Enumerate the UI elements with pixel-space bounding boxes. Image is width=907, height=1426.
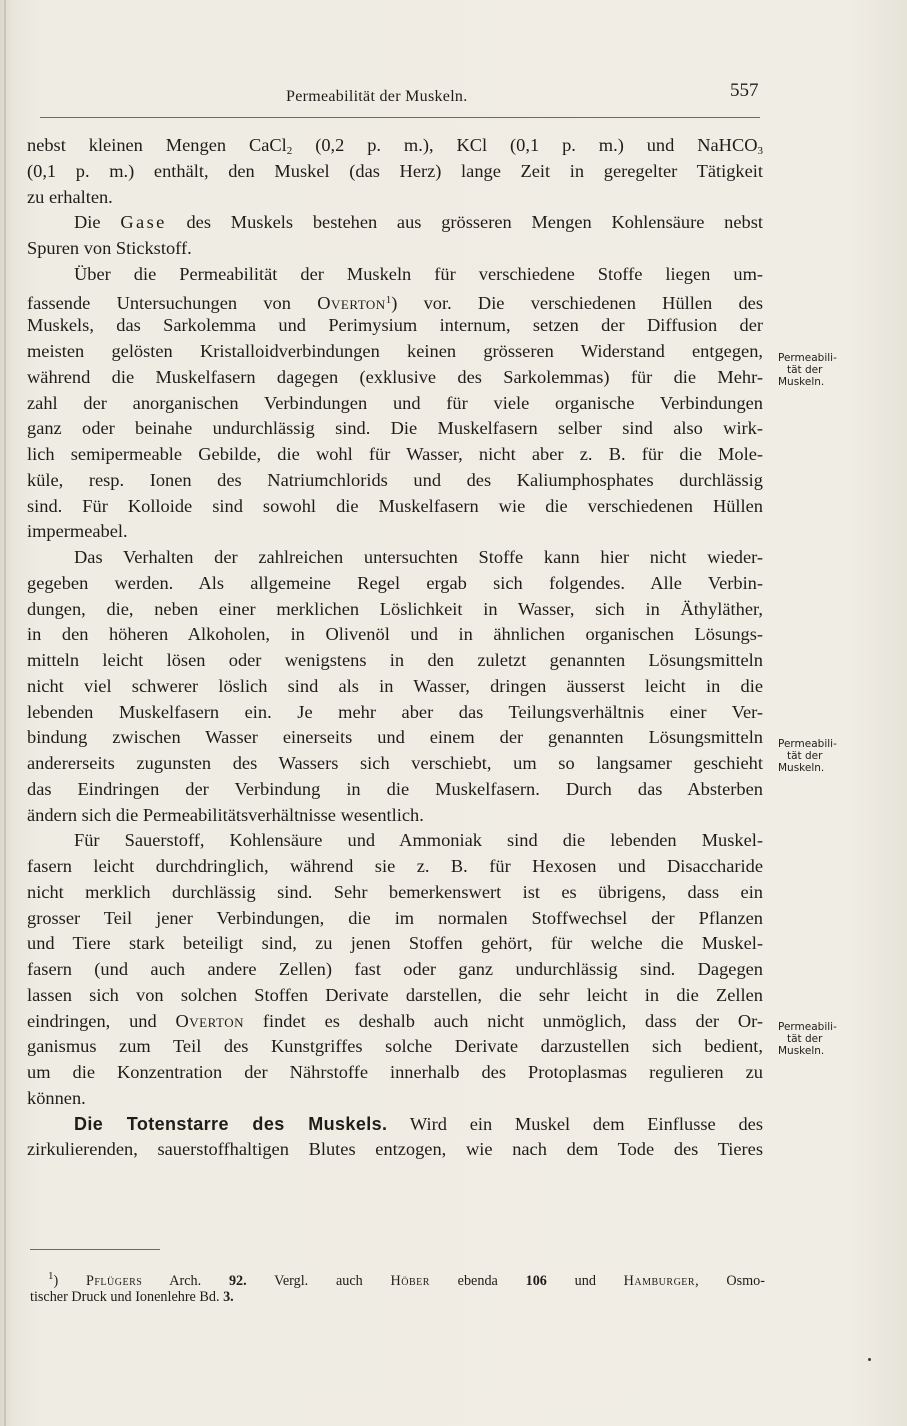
page-number: 557 [730,80,759,101]
text-line: sind. Für Kolloide sind sowohl die Muskelfasern wie die verschiedenen Hüllen [27,495,763,516]
margin-note: Permeabili- tät der Muskeln. [778,738,837,774]
text-line: zu erhalten. [27,186,113,207]
text-line: andererseits zugunsten des Wassers sich verschiebt, um so langsamer geschieht [27,753,763,773]
text-line: während die Muskelfasern dagegen (exklusive des Sarkolemmas) für die Mehr- [27,366,763,387]
text-line: zirkulierenden, sauerstoffhaltigen Blutes entzogen, wie nach dem Tode des Tieres [27,1139,763,1160]
text-line: küle, resp. Ionen des Natriumchlorids und des Kaliumphosphates durchlässig [27,469,763,490]
text-line: lebenden Muskelfasern ein. Je mehr aber das Teilungsverhältnis einer Ver- [27,701,763,722]
text-line: fasern leicht durchdringlich, während sie z. B. für Hexosen und Disaccharide [27,856,763,876]
emphasized-term: Gase [120,212,167,233]
text-line: Für Sauerstoff, Kohlensäure und Ammoniak sind die lebenden Muskel- [74,830,763,851]
text-line: ändern sich die Permeabilitätsverhältnisse wesentlich. [27,804,424,825]
text-line: grosser Teil jener Verbindungen, die im normalen Stoffwechsel der Pflanzen [27,907,763,928]
footnote-marker: 1 [385,293,392,306]
body-text [27,133,763,1163]
ink-speck [868,1358,871,1361]
footnote-rule [30,1249,160,1250]
text-line: nebst kleinen Mengen CaCl$_2$ (0,2 p. m.), KCl (0,1 p. m.) und NaHCO$_3$ [27,135,764,157]
footnote-line: $^1$) Pflügers Arch. 92. Vergl. auch Höber ebenda 106 und Hamburger, Osmo- [48,1270,765,1289]
margin-note: Permeabili- tät der Muskeln. [778,1021,837,1057]
text-line: meisten gelösten Kristalloidverbindungen keinen grösseren Widerstand entgegen, [27,341,763,361]
text-line: dungen, die, neben einer merklichen Löslichkeit in Wasser, sich in Äthyläther, [27,598,763,619]
text-line: mitteln leicht lösen oder wenigstens in den zuletzt genannten Lösungsmitteln [27,650,763,670]
margin-note: Permeabili- tät der Muskeln. [778,352,837,388]
author-name: Overton [175,1010,244,1031]
text-line: um die Konzentration der Nährstoffe innerhalb des Protoplasmas regulieren zu [27,1062,763,1082]
text-line: Die Gase des Muskels bestehen aus grösseren Mengen Kohlensäure nebst [74,212,764,233]
text-line: (0,1 p. m.) enthält, den Muskel (das Herz) lange Zeit in geregelter Tätigkeit [27,160,763,181]
text-line: nicht viel schwerer löslich sind als in Wasser, dringen äusserst leicht in die [27,675,763,696]
text-line: lassen sich von solchen Stoffen Derivate darstellen, die sehr leicht in die Zellen [27,984,763,1005]
running-title: Permeabilität der Muskeln. [286,88,468,105]
text-line: Muskels, das Sarkolemma und Perimysium internum, setzen der Diffusion der [27,315,763,336]
author-name: Overton [317,292,386,313]
text-line: lich semipermeable Gebilde, die wohl für Wasser, nicht aber z. B. für die Mole- [27,444,763,464]
text-line: nicht merklich durchlässig sind. Sehr bemerkenswert ist es übrigens, dass ein [27,881,763,902]
text-line: in den höheren Alkoholen, in Olivenöl und in ähnlichen organischen Lösungs- [27,624,763,645]
footnote [30,1266,765,1308]
text-line: zahl der anorganischen Verbindungen und für viele organische Verbindungen [27,392,763,413]
text-line: Spuren von Stickstoff. [27,238,192,258]
text-line: eindringen, und Overton findet es deshalb auch nicht unmöglich, dass der Or- [27,1010,763,1031]
text-line: Über die Permeabilität der Muskeln für verschiedene Stoffe liegen um- [74,263,763,284]
text-line: können. [27,1087,86,1108]
text-line: Das Verhalten der zahlreichen untersuchten Stoffe kann hier nicht wieder- [74,547,763,567]
text-line: fasern (und auch andere Zellen) fast oder ganz undurchlässig sind. Dagegen [27,959,763,979]
text-line: gegeben werden. Als allgemeine Regel ergab sich folgendes. Alle Verbin- [27,572,763,593]
text-line: bindung zwischen Wasser einerseits und einem der genannten Lösungsmitteln [27,727,763,748]
text-line: fassende Untersuchungen von Overton$^1$) vor. Die verschiedenen Hüllen des [27,292,763,313]
text-line: ganz oder beinahe undurchlässig sind. Die Muskelfasern selber sind also wirk- [27,418,763,439]
section-heading: Die Totenstarre des Muskels. [74,1113,388,1134]
page-gutter-shadow [4,0,6,1426]
header-rule [40,117,760,118]
text-line: das Eindringen der Verbindung in die Muskelfasern. Durch das Absterben [27,778,763,799]
text-line: Die Totenstarre des Muskels. Wird ein Muskel dem Einflusse des [74,1113,763,1134]
text-line: ganismus zum Teil des Kunstgriffes solche Derivate darzustellen sich bedient, [27,1036,763,1057]
text-line: und Tiere stark beteiligt sind, zu jenen Stoffen gehört, für welche die Muskel- [27,933,763,954]
footnote-line: tischer Druck und Ionenlehre Bd. 3. [30,1289,234,1305]
text-line: impermeabel. [27,521,128,542]
